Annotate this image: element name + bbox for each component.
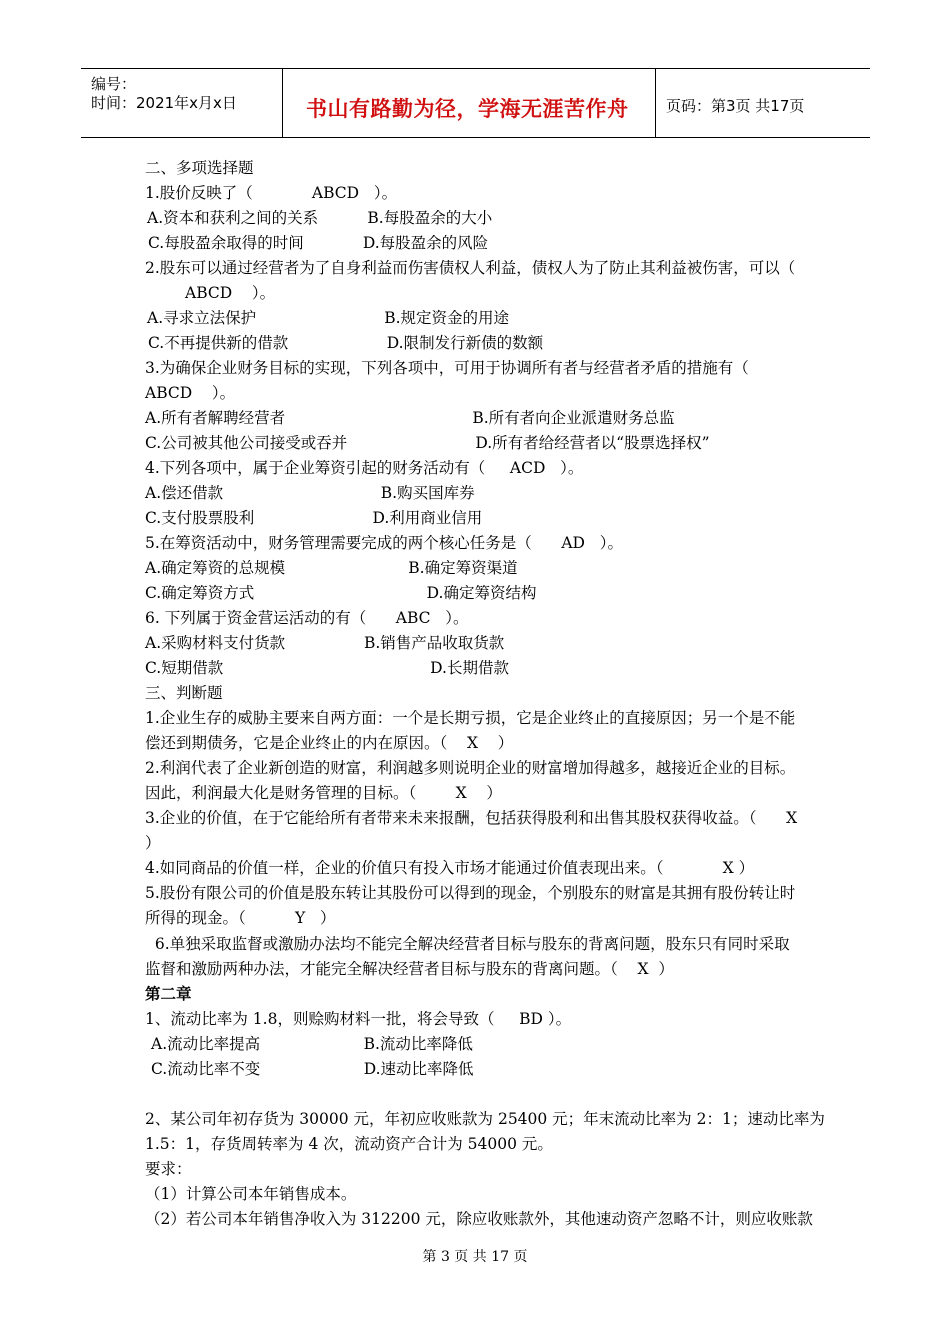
text-line: 2.利润代表了企业新创造的财富，利润越多则说明企业的财富增加得越多，越接近企业的目标。 <box>145 759 796 777</box>
text-line: （2）若公司本年销售净收入为 312200 元，除应收账款外，其他速动资产忽略不计，则应收账款 <box>145 1210 813 1228</box>
text-line: 监督和激励两种办法，才能完全解决经营者目标与股东的背离问题。（ X ） <box>145 960 674 978</box>
text-line: 5.在筹资活动中，财务管理需要完成的两个核心任务是（ AD ）。 <box>145 534 624 552</box>
date-label: 时间：2021年x月x日 <box>91 94 237 112</box>
text-line: A.偿还借款 B.购买国库券 <box>145 484 475 502</box>
header-motto-cell <box>282 69 656 137</box>
text-line: C.流动比率不变 D.速动比率降低 <box>151 1060 474 1078</box>
motto: 书山有路勤为径，学海无涯苦作舟 <box>306 97 629 121</box>
number-label: 编号： <box>91 75 137 93</box>
text-line: 1.5：1，存货周转率为 4 次，流动资产合计为 54000 元。 <box>145 1135 553 1153</box>
text-line: C.不再提供新的借款 D.限制发行新债的数额 <box>148 334 544 352</box>
text-line: ABCD ）。 <box>185 284 276 302</box>
text-line: 5.股份有限公司的价值是股东转让其股份可以得到的现金，个别股东的财富是其拥有股份转让时 <box>145 884 796 902</box>
text-line: ABCD ）。 <box>145 384 236 402</box>
text-line: ） <box>145 834 161 852</box>
text-line: 2.股东可以通过经营者为了自身利益而伤害债权人利益，债权人为了防止其利益被伤害，可以（ <box>145 259 796 277</box>
text-line: （1）计算公司本年销售成本。 <box>145 1185 357 1203</box>
text-line: 第二章 <box>145 984 192 1003</box>
text-line: 三、判断题 <box>145 684 223 702</box>
text-line: 3.企业的价值，在于它能给所有者带来未来报酬，包括获得股利和出售其股权获得收益。（ X <box>145 809 798 827</box>
text-line: 二、多项选择题 <box>145 159 254 177</box>
header-page-cell <box>656 69 870 137</box>
page-footer: 第 3 页 共 17 页 <box>422 1249 528 1265</box>
text-line: 所得的现金。（ Y ） <box>145 909 336 927</box>
text-line: 2、某公司年初存货为 30000 元，年初应收账款为 25400 元；年末流动比率为 2：1；速动比率为 <box>145 1110 825 1128</box>
text-line: 4.下列各项中，属于企业筹资引起的财务活动有（ ACD ）。 <box>145 459 584 477</box>
header-info-cell <box>81 69 283 137</box>
text-line: C.支付股票股利 D.利用商业信用 <box>145 509 483 527</box>
text-line: A.流动比率提高 B.流动比率降低 <box>151 1035 473 1053</box>
text-line: A.确定筹资的总规模 B.确定筹资渠道 <box>145 559 518 577</box>
text-line: 4.如同商品的价值一样，企业的价值只有投入市场才能通过价值表现出来。（ X ） <box>145 859 755 877</box>
text-line: 6.单独采取监督或激励办法均不能完全解决经营者目标与股东的背离问题，股东只有同时采取 <box>145 935 790 953</box>
text-line: 1、流动比率为 1.8，则赊购材料一批，将会导致（ BD ）。 <box>145 1010 572 1028</box>
text-line: 要求： <box>145 1160 192 1178</box>
text-line: A.所有者解聘经营者 B.所有者向企业派遣财务总监 <box>145 409 675 427</box>
text-line: 1.股价反映了（ ABCD ）。 <box>145 184 398 202</box>
text-line: A.寻求立法保护 B.规定资金的用途 <box>147 309 510 327</box>
text-line: C.公司被其他公司接受或吞并 D.所有者给经营者以“股票选择权” <box>145 434 710 452</box>
header-table <box>81 68 870 138</box>
text-line: 6. 下列属于资金营运活动的有（ ABC ）。 <box>145 609 469 627</box>
text-line: C.短期借款 D.长期借款 <box>145 659 509 677</box>
text-line: A.采购材料支付货款 B.销售产品收取货款 <box>145 634 505 652</box>
text-line: A.资本和获利之间的关系 B.每股盈余的大小 <box>147 209 493 227</box>
text-line: 偿还到期债务，它是企业终止的内在原因。（ X ） <box>145 734 514 752</box>
text-line: C.每股盈余取得的时间 D.每股盈余的风险 <box>148 234 489 252</box>
text-line: C.确定筹资方式 D.确定筹资结构 <box>145 584 537 602</box>
text-line: 因此，利润最大化是财务管理的目标。（ X ） <box>145 784 502 802</box>
page-label: 页码：第3页 共17页 <box>666 97 805 115</box>
text-line: 1.企业生存的威胁主要来自两方面：一个是长期亏损，它是企业终止的直接原因；另一个是不能 <box>145 709 796 727</box>
text-line: 3.为确保企业财务目标的实现，下列各项中，可用于协调所有者与经营者矛盾的措施有（ <box>145 359 749 377</box>
